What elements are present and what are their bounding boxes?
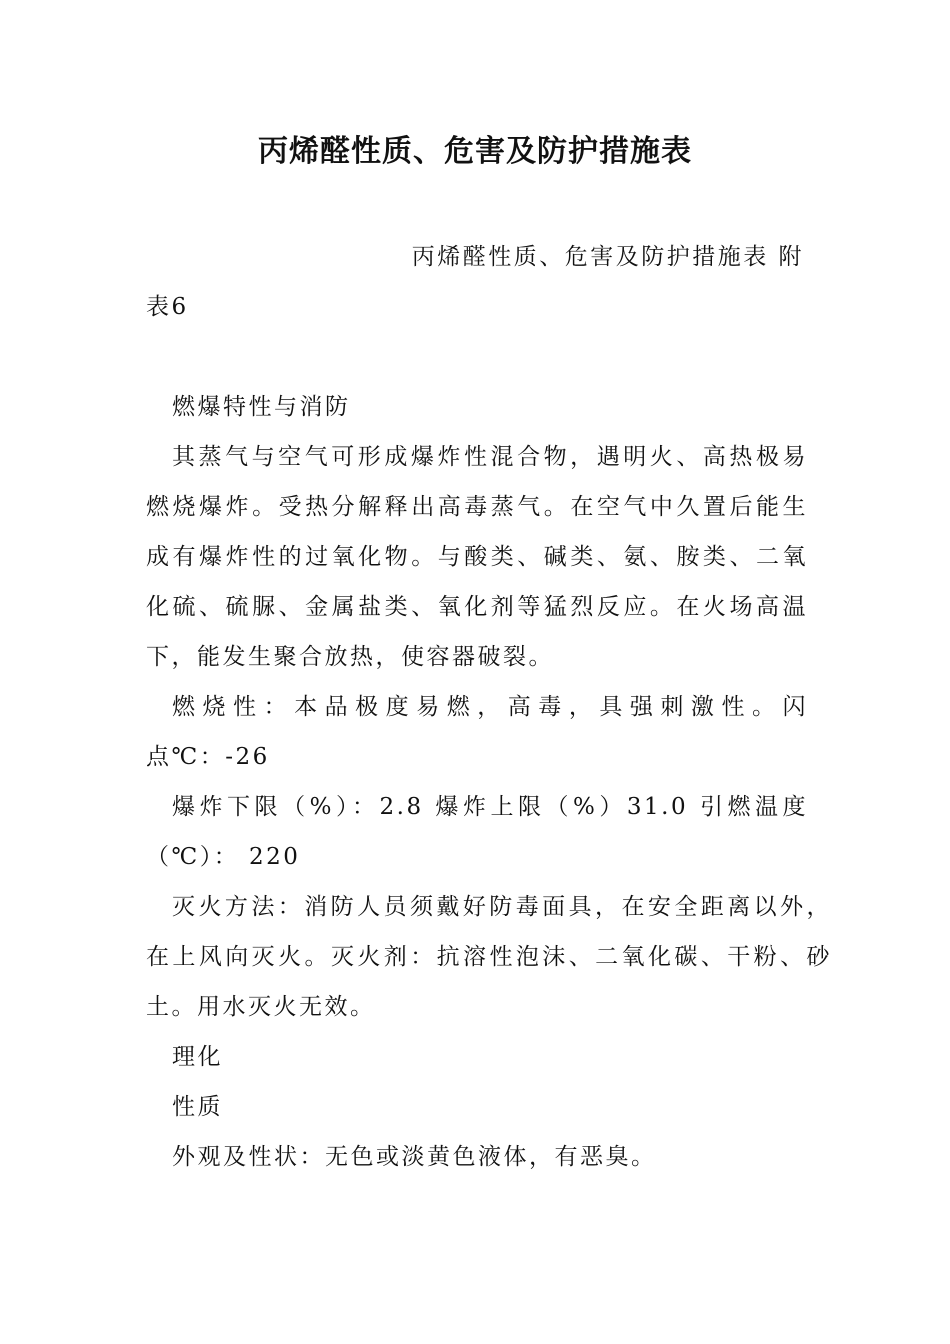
document-title: 丙烯醛性质、危害及防护措施表 — [258, 134, 692, 169]
section-heading-fire-explosion: 燃爆特性与消防 — [172, 394, 351, 420]
paragraph-appearance: 外观及性状：无色或淡黄色液体，有恶臭。 — [172, 1144, 657, 1170]
subtitle-line-1: 丙烯醛性质、危害及防护措施表 附 — [411, 244, 804, 270]
paragraph-explosion-limits: 爆炸下限（%）：2.8 爆炸上限（%）31.0 引燃温度（℃）： 220 — [146, 794, 808, 870]
paragraph-fire-explosion-hazards: 其蒸气与空气可形成爆炸性混合物，遇明火、高热极易燃烧爆炸。受热分解释出高毒蒸气。在空气中久置后能生成有爆炸性的过氧化物。与酸类、碱类、氨、胺类、二氧化硫、硫脲、金属盐类、氧化剂等猛烈反应。在火场高温下，能发生聚合放热，使容器破裂。 — [146, 444, 808, 670]
paragraph-extinguishing-method: 灭火方法：消防人员须戴好防毒面具，在安全距离以外，在上风向灭火。灭火剂：抗溶性泡沫、二氧化碳、干粉、砂土。用水灭火无效。 — [146, 894, 832, 1020]
section-heading-physical-chemical: 理化 — [172, 1044, 223, 1070]
subtitle-block — [146, 232, 808, 332]
section-heading-properties: 性质 — [172, 1094, 223, 1120]
paragraph-flammability: 燃烧性：本品极度易燃，高毒，具强刺激性。闪点℃：-26 — [146, 694, 808, 770]
subtitle-line-2: 表6 — [146, 294, 189, 320]
document-body — [146, 382, 832, 1182]
